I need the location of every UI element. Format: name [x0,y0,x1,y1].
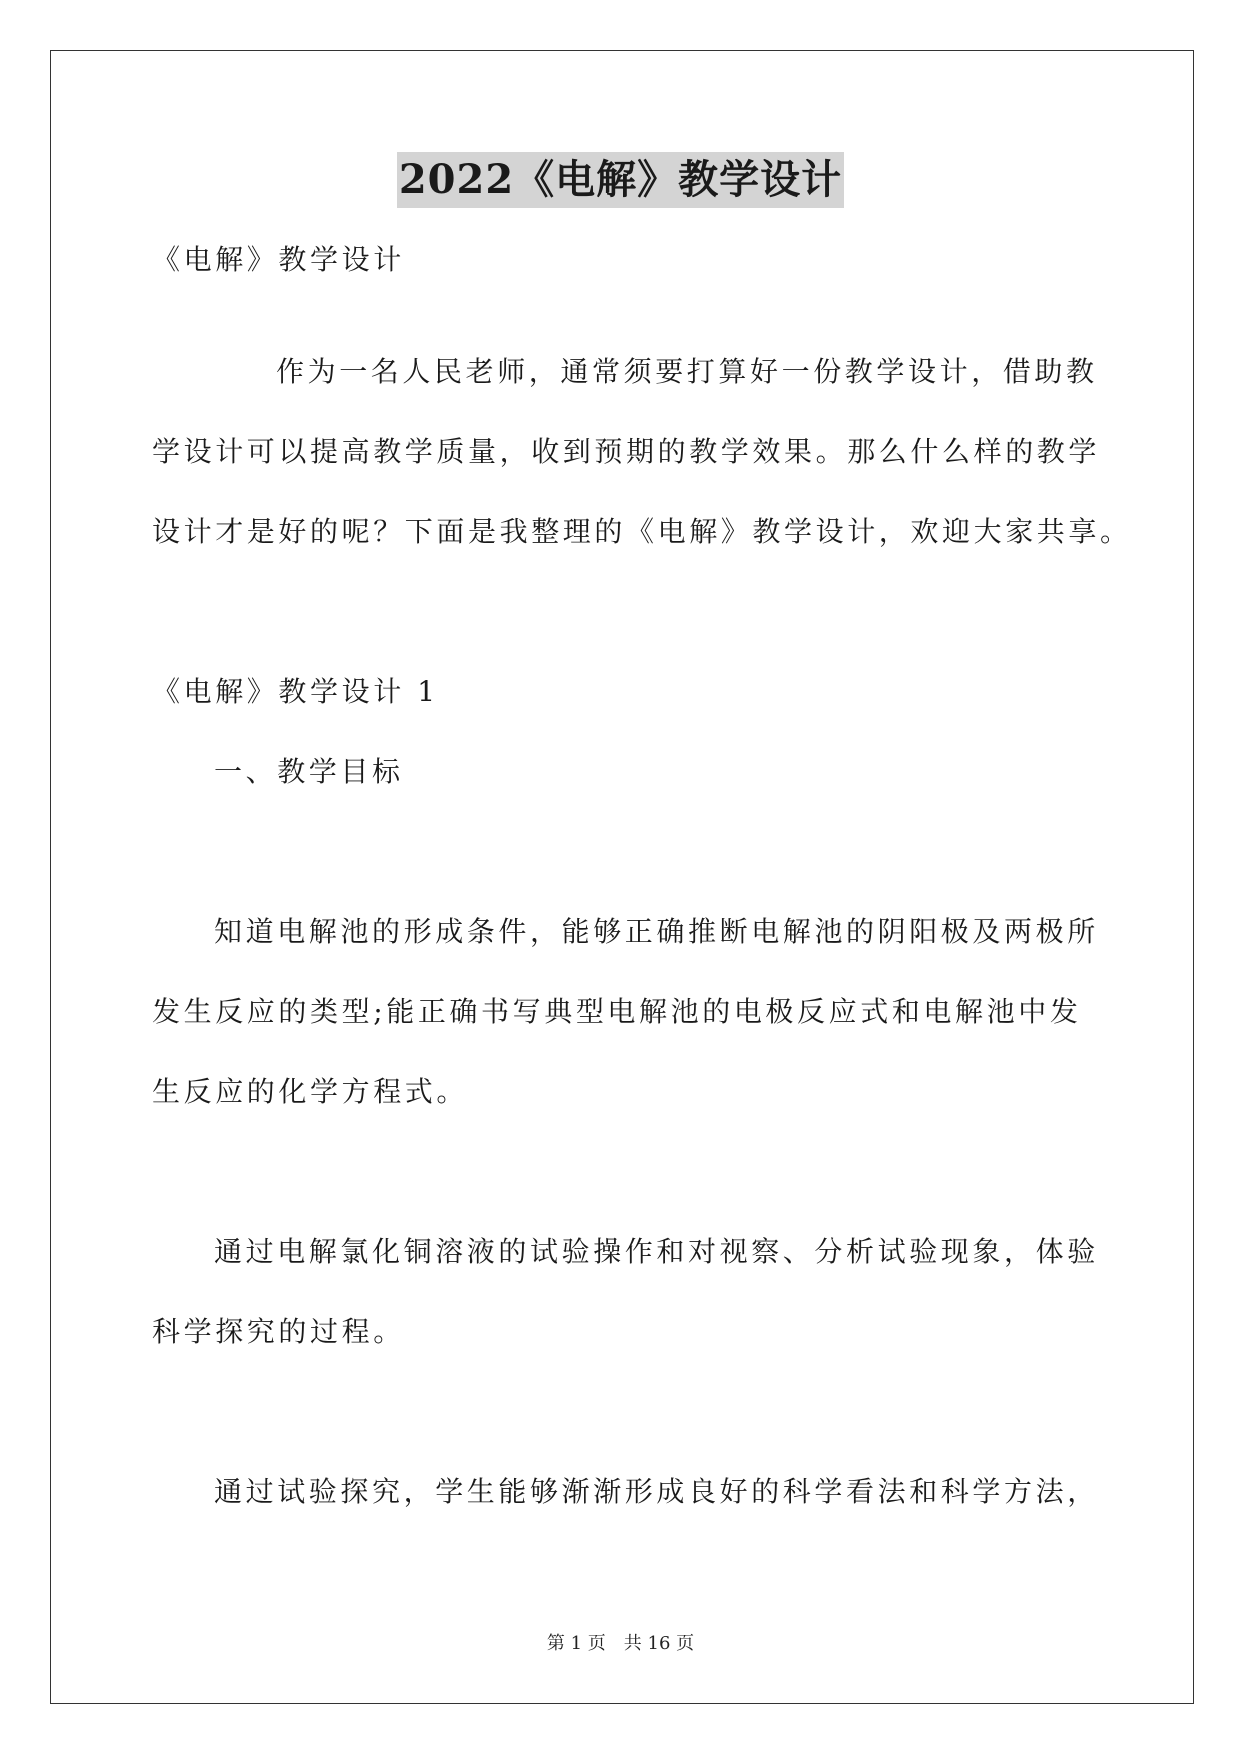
text-line: 通过电解氯化铜溶液的试验操作和对视察、分析试验现象，体验 [214,1235,1099,1268]
title-container [0,152,1241,208]
text-line: 学设计可以提高教学质量，收到预期的教学效果。那么什么样的教学 [152,435,1101,468]
text-line: 发生反应的类型;能正确书写典型电解池的电极反应式和电解池中发 [152,995,1082,1028]
page-border [50,50,1194,1704]
text-line: 设计才是好的呢？下面是我整理的《电解》教学设计，欢迎大家共享。 [152,515,1132,548]
page-number: 第 1 页 共 16 页 [546,1633,695,1654]
document-title: 2022《电解》教学设计 [397,152,844,208]
text-line: 知道电解池的形成条件，能够正确推断电解池的阴阳极及两极所 [214,915,1099,948]
text-line: 通过试验探究，学生能够渐渐形成良好的科学看法和科学方法， [214,1475,1099,1508]
text-line: 《电解》教学设计 1 [152,675,439,708]
text-line: 科学探究的过程。 [152,1315,405,1348]
text-line: 作为一名人民老师，通常须要打算好一份教学设计，借助教 [276,355,1098,388]
text-line: 生反应的化学方程式。 [152,1075,469,1108]
text-line: 一、教学目标 [214,755,404,788]
text-line: 《电解》教学设计 [152,243,405,276]
